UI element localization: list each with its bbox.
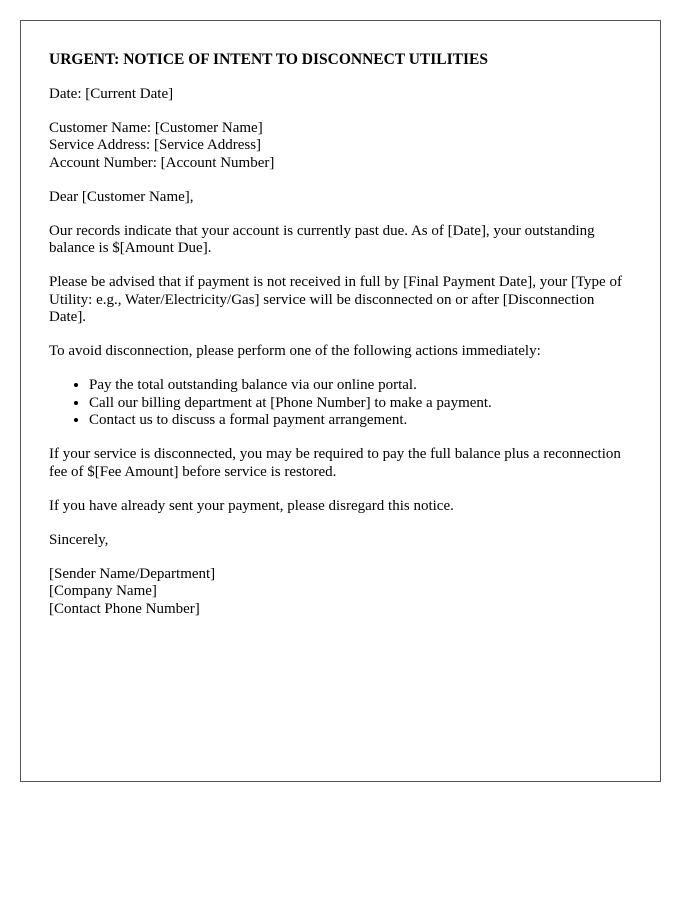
company-name: [Company Name] — [49, 583, 157, 599]
date-line: Date: [Current Date] — [49, 85, 174, 102]
customer-name: Customer Name: [Customer Name] — [49, 119, 263, 136]
sender-name: [Sender Name/Department] — [49, 565, 216, 582]
contact-phone: [Contact Phone Number] — [49, 600, 200, 617]
actions-list — [49, 377, 632, 430]
closing: Sincerely, — [49, 531, 109, 548]
paragraph-reconnection-fee: If your service is disconnected, you may be required to pay the full balance plus a reconnection fee of $[Fee Amount] before service is restored. — [49, 446, 621, 480]
service-address: Service Address: [Service Address] — [49, 137, 262, 153]
paragraph-past-due: Our records indicate that your account is currently past due. As of [Date], your outstanding balance is $[Amount Due]. — [49, 222, 595, 256]
list-item: • Pay the total outstanding balance via our online portal. — [89, 377, 632, 395]
paragraph-actions-intro: To avoid disconnection, please perform one of the following actions immediately: — [49, 343, 541, 359]
notice-document — [20, 20, 661, 782]
signature-block — [49, 566, 632, 619]
paragraph-disregard: If you have already sent your payment, please disregard this notice. — [49, 497, 454, 514]
notice-title: URGENT: NOTICE OF INTENT TO DISCONNECT UTILITIES — [49, 51, 489, 68]
paragraph-disconnect-warning: Please be advised that if payment is not received in full by [Final Payment Date], your [Type of Utility: e.g., Water/Electricity/Gas] service will be disconnected on or after [Disconnection Date]. — [49, 274, 622, 325]
list-item: • Call our billing department at [Phone Number] to make a payment. — [89, 395, 632, 413]
account-number: Account Number: [Account Number] — [49, 154, 275, 171]
customer-info — [49, 120, 632, 173]
salutation: Dear [Customer Name], — [49, 188, 194, 205]
list-item: • Contact us to discuss a formal payment arrangement. — [89, 412, 632, 430]
